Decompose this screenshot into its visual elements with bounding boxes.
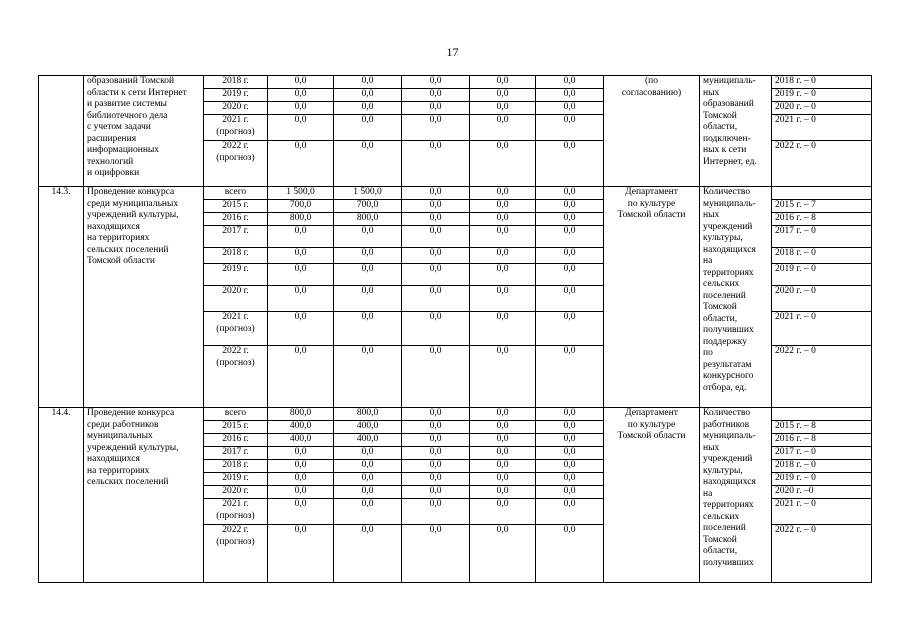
value-cell: 0,0 [402, 408, 470, 421]
year-cell: 2015 г. [204, 421, 268, 434]
value-cell: 0,0 [536, 226, 604, 248]
year-cell: всего [204, 187, 268, 200]
target-value-cell: 2020 г. –0 [772, 486, 872, 499]
value-cell: 0,0 [402, 264, 470, 286]
value-cell: 0,0 [470, 525, 536, 583]
indicator-cell: Количество муниципаль- ных учреждений культуры, находящихся на территориях сельских поселений Томской области, получивших поддержку по результатам конкурсного отбора, ед. [700, 187, 772, 408]
value-cell: 0,0 [402, 248, 470, 264]
value-cell: 0,0 [402, 200, 470, 213]
value-cell: 0,0 [402, 421, 470, 434]
value-cell: 0,0 [334, 141, 402, 187]
value-cell: 0,0 [334, 248, 402, 264]
target-value-cell: 2017 г. – 0 [772, 447, 872, 460]
value-cell: 0,0 [470, 312, 536, 346]
value-cell: 0,0 [402, 89, 470, 102]
value-cell: 0,0 [402, 486, 470, 499]
value-cell: 0,0 [536, 89, 604, 102]
target-value-cell: 2015 г. – 7 [772, 200, 872, 213]
value-cell: 0,0 [402, 525, 470, 583]
value-cell: 0,0 [536, 460, 604, 473]
table-row [39, 408, 872, 421]
page-number: 17 [446, 45, 459, 59]
item-number: 14.4. [39, 408, 84, 583]
value-cell: 0,0 [268, 286, 334, 312]
value-cell: 0,0 [536, 312, 604, 346]
target-value-cell: 2021 г. – 0 [772, 115, 872, 141]
value-cell: 0,0 [470, 200, 536, 213]
value-cell: 0,0 [536, 421, 604, 434]
value-cell: 0,0 [402, 286, 470, 312]
value-cell: 0,0 [536, 248, 604, 264]
target-value-cell: 2018 г. – 0 [772, 76, 872, 89]
value-cell: 1 500,0 [268, 187, 334, 200]
year-cell: 2016 г. [204, 213, 268, 226]
item-name: Проведение конкурса среди муниципальных учреждений культуры, находящихся на территориях сельских поселений Томской области [84, 187, 204, 408]
year-cell: 2020 г. [204, 286, 268, 312]
executor-cell: Департамент по культуре Томской области [604, 408, 700, 583]
target-value-cell: 2017 г. – 0 [772, 226, 872, 248]
item-name: Проведение конкурса среди работников муниципальных учреждений культуры, находящихся на территориях сельских поселений [84, 408, 204, 583]
year-cell: 2022 г. (прогноз) [204, 525, 268, 583]
value-cell: 400,0 [334, 421, 402, 434]
value-cell: 0,0 [536, 141, 604, 187]
value-cell: 0,0 [268, 473, 334, 486]
value-cell: 0,0 [334, 76, 402, 89]
year-cell: 2019 г. [204, 89, 268, 102]
value-cell: 400,0 [268, 434, 334, 447]
value-cell: 0,0 [402, 76, 470, 89]
value-cell: 0,0 [402, 312, 470, 346]
value-cell: 0,0 [268, 141, 334, 187]
value-cell: 0,0 [402, 141, 470, 187]
year-cell: 2022 г. (прогноз) [204, 346, 268, 408]
value-cell: 0,0 [402, 447, 470, 460]
item-number: 14.3. [39, 187, 84, 408]
year-cell: 2021 г. (прогноз) [204, 499, 268, 525]
value-cell: 0,0 [470, 264, 536, 286]
value-cell: 0,0 [536, 346, 604, 408]
target-value-cell: 2019 г. – 0 [772, 89, 872, 102]
indicator-cell: муниципаль- ных образований Томской области, подключен- ных к сети Интернет, ед. [700, 76, 772, 187]
value-cell: 0,0 [536, 434, 604, 447]
year-cell: всего [204, 408, 268, 421]
value-cell: 0,0 [334, 499, 402, 525]
value-cell: 0,0 [536, 408, 604, 421]
value-cell: 0,0 [334, 486, 402, 499]
value-cell: 0,0 [470, 434, 536, 447]
value-cell: 0,0 [470, 76, 536, 89]
target-value-cell: 2015 г. – 8 [772, 421, 872, 434]
executor-cell: Департамент по культуре Томской области [604, 187, 700, 408]
value-cell: 0,0 [402, 434, 470, 447]
target-value-cell: 2022 г. – 0 [772, 141, 872, 187]
value-cell: 800,0 [268, 213, 334, 226]
value-cell: 0,0 [402, 460, 470, 473]
value-cell: 0,0 [536, 102, 604, 115]
value-cell: 0,0 [536, 525, 604, 583]
value-cell: 0,0 [402, 187, 470, 200]
value-cell: 0,0 [536, 264, 604, 286]
target-value-cell: 2021 г. – 0 [772, 312, 872, 346]
value-cell: 0,0 [470, 226, 536, 248]
target-value-cell [772, 187, 872, 200]
value-cell: 0,0 [268, 460, 334, 473]
value-cell: 0,0 [402, 473, 470, 486]
year-cell: 2019 г. [204, 473, 268, 486]
value-cell: 400,0 [334, 434, 402, 447]
value-cell: 0,0 [334, 226, 402, 248]
value-cell: 0,0 [268, 89, 334, 102]
value-cell: 0,0 [470, 89, 536, 102]
value-cell: 0,0 [470, 473, 536, 486]
year-cell: 2022 г. (прогноз) [204, 141, 268, 187]
value-cell: 0,0 [268, 312, 334, 346]
value-cell: 0,0 [268, 264, 334, 286]
value-cell: 800,0 [334, 213, 402, 226]
value-cell: 700,0 [268, 200, 334, 213]
value-cell: 0,0 [536, 486, 604, 499]
indicator-cell: Количество работников муниципаль- ных учреждений культуры, находящихся на территориях сельских поселений Томской области, получивших [700, 408, 772, 583]
value-cell: 0,0 [334, 447, 402, 460]
value-cell: 0,0 [402, 346, 470, 408]
value-cell: 0,0 [536, 115, 604, 141]
value-cell: 0,0 [334, 346, 402, 408]
value-cell: 0,0 [470, 447, 536, 460]
value-cell: 0,0 [470, 286, 536, 312]
value-cell: 0,0 [470, 499, 536, 525]
value-cell: 0,0 [470, 460, 536, 473]
value-cell: 0,0 [334, 525, 402, 583]
value-cell: 0,0 [470, 187, 536, 200]
year-cell: 2015 г. [204, 200, 268, 213]
year-cell: 2020 г. [204, 102, 268, 115]
value-cell: 0,0 [536, 473, 604, 486]
value-cell: 0,0 [334, 286, 402, 312]
target-value-cell: 2022 г. – 0 [772, 525, 872, 583]
executor-cell: (по согласованию) [604, 76, 700, 187]
value-cell: 0,0 [268, 447, 334, 460]
year-cell: 2021 г. (прогноз) [204, 115, 268, 141]
value-cell: 0,0 [470, 486, 536, 499]
item-name: образований Томской области к сети Интернет и развитие системы библиотечного дела с учетом задачи расширения информационных технологий и оцифровки [84, 76, 204, 187]
table-row [39, 76, 872, 89]
year-cell: 2018 г. [204, 76, 268, 89]
target-value-cell: 2020 г. – 0 [772, 286, 872, 312]
value-cell: 0,0 [402, 499, 470, 525]
value-cell: 0,0 [470, 408, 536, 421]
value-cell: 0,0 [536, 286, 604, 312]
value-cell: 0,0 [268, 248, 334, 264]
program-table [38, 75, 872, 583]
value-cell: 0,0 [536, 213, 604, 226]
value-cell: 0,0 [470, 213, 536, 226]
target-value-cell: 2019 г. – 0 [772, 473, 872, 486]
value-cell: 0,0 [470, 421, 536, 434]
value-cell: 0,0 [470, 346, 536, 408]
year-cell: 2019 г. [204, 264, 268, 286]
year-cell: 2017 г. [204, 226, 268, 248]
target-value-cell: 2022 г. – 0 [772, 346, 872, 408]
value-cell: 0,0 [268, 76, 334, 89]
table-row [39, 187, 872, 200]
value-cell: 0,0 [334, 473, 402, 486]
value-cell: 0,0 [334, 264, 402, 286]
value-cell: 1 500,0 [334, 187, 402, 200]
value-cell: 0,0 [402, 213, 470, 226]
value-cell: 0,0 [334, 460, 402, 473]
value-cell: 800,0 [334, 408, 402, 421]
value-cell: 0,0 [536, 447, 604, 460]
value-cell: 0,0 [334, 312, 402, 346]
value-cell: 0,0 [334, 102, 402, 115]
table-body [39, 76, 872, 583]
value-cell: 700,0 [334, 200, 402, 213]
item-number [39, 76, 84, 187]
target-value-cell: 2021 г. – 0 [772, 499, 872, 525]
target-value-cell: 2018 г. – 0 [772, 460, 872, 473]
year-cell: 2021 г. (прогноз) [204, 312, 268, 346]
value-cell: 0,0 [268, 226, 334, 248]
value-cell: 400,0 [268, 421, 334, 434]
target-value-cell: 2018 г. – 0 [772, 248, 872, 264]
value-cell: 0,0 [268, 115, 334, 141]
value-cell: 0,0 [470, 141, 536, 187]
year-cell: 2018 г. [204, 248, 268, 264]
value-cell: 0,0 [402, 226, 470, 248]
year-cell: 2020 г. [204, 486, 268, 499]
value-cell: 0,0 [402, 115, 470, 141]
value-cell: 0,0 [268, 525, 334, 583]
value-cell: 0,0 [470, 115, 536, 141]
value-cell: 0,0 [536, 200, 604, 213]
value-cell: 0,0 [268, 486, 334, 499]
target-value-cell: 2016 г. – 8 [772, 213, 872, 226]
target-value-cell: 2016 г. – 8 [772, 434, 872, 447]
value-cell: 0,0 [268, 102, 334, 115]
value-cell: 0,0 [536, 187, 604, 200]
value-cell: 0,0 [268, 346, 334, 408]
year-cell: 2016 г. [204, 434, 268, 447]
value-cell: 0,0 [334, 89, 402, 102]
target-value-cell: 2019 г. – 0 [772, 264, 872, 286]
target-value-cell [772, 408, 872, 421]
value-cell: 0,0 [402, 102, 470, 115]
target-value-cell: 2020 г. – 0 [772, 102, 872, 115]
value-cell: 0,0 [470, 102, 536, 115]
year-cell: 2018 г. [204, 460, 268, 473]
year-cell: 2017 г. [204, 447, 268, 460]
value-cell: 0,0 [536, 499, 604, 525]
value-cell: 0,0 [268, 499, 334, 525]
value-cell: 0,0 [536, 76, 604, 89]
value-cell: 800,0 [268, 408, 334, 421]
value-cell: 0,0 [334, 115, 402, 141]
value-cell: 0,0 [470, 248, 536, 264]
